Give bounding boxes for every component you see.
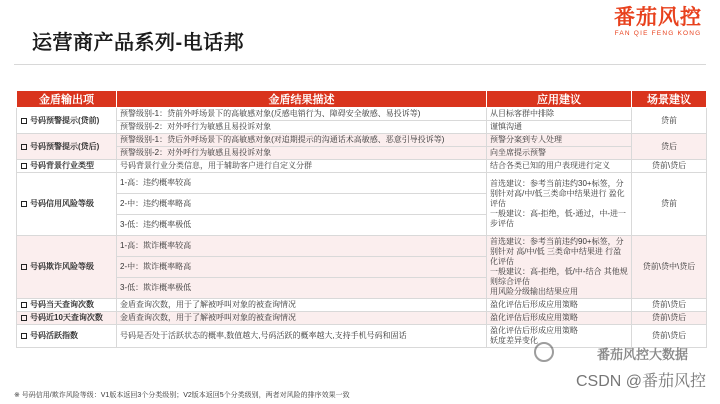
header-result-desc: 金盾结果描述 (117, 91, 487, 108)
row-advice: 盈化评估后形成应用策略 妖度差异变化 (487, 325, 632, 348)
row-item: 号码欺诈风险等级 (17, 236, 117, 299)
row-desc: 3-低：欺诈概率极低 (117, 278, 487, 299)
row-item: 号码预警提示(贷后) (17, 134, 117, 160)
row-advice: 首选建议：参考当前违约90+标签，分别针对 高/中/低 三类命中结果进 行盈化评估 一般建议：高-拒绝，低/中-结合 其他规则综合评估 用风险分级输出结果应用 (487, 236, 632, 299)
table-row (17, 160, 707, 173)
bullet-box-icon (21, 163, 27, 169)
table-row (17, 299, 707, 312)
product-table (16, 90, 707, 348)
row-scene: 贷前\贷后 (632, 312, 707, 325)
row-desc: 号码背景行业分类信息，用于辅助客户进行自定义分群 (117, 160, 487, 173)
header-output-item: 金盾输出项 (17, 91, 117, 108)
row-advice: 结合各类已知的用户表现进行定义 (487, 160, 632, 173)
row-desc: 金盾查询次数，用于了解被呼叫对象的被查询情况 (117, 312, 487, 325)
row-advice: 预警分案到专人处理 (487, 134, 632, 147)
page-title: 运营商产品系列-电话邦 (32, 32, 245, 54)
footnote: ※ 号码信用/欺诈风险等级：V1版本返回3个分类级别；V2版本返回5个分类级别，两者对风险的排序效果一致 (14, 392, 350, 399)
row-scene: 贷前 (632, 108, 707, 134)
brand-logo (612, 6, 704, 38)
row-scene: 贷后 (632, 134, 707, 160)
row-advice: 从目标客群中排除 (487, 108, 632, 121)
row-scene: 贷前\贷中\贷后 (632, 236, 707, 299)
row-advice: 盈化评估后形成应用策略 (487, 299, 632, 312)
row-desc: 预警级别-2：对外呼行为敏感且易投诉对象 (117, 147, 487, 160)
row-scene: 贷前\贷后 (632, 160, 707, 173)
watermark (530, 338, 710, 392)
logo-text: 番茄风控 (614, 6, 702, 29)
row-item: 号码近10天查询次数 (17, 312, 117, 325)
bullet-box-icon (21, 333, 27, 339)
row-desc: 3-低：违约概率极低 (117, 215, 487, 236)
row-scene: 贷前\贷后 (632, 299, 707, 312)
row-item: 号码信用风险等级 (17, 173, 117, 236)
bullet-box-icon (21, 315, 27, 321)
bullet-box-icon (21, 302, 27, 308)
row-item: 号码当天查询次数 (17, 299, 117, 312)
row-item: 号码预警提示(贷前) (17, 108, 117, 134)
bullet-box-icon (21, 144, 27, 150)
row-desc: 预警级别-2：对外呼行为敏感且易投诉对象 (117, 121, 487, 134)
title-divider (14, 64, 706, 65)
bullet-box-icon (21, 118, 27, 124)
table-row (17, 173, 707, 194)
row-advice: 向坐席提示预警 (487, 147, 632, 160)
header-scene: 场景建议 (632, 91, 707, 108)
row-item: 号码背景行业类型 (17, 160, 117, 173)
table-row (17, 134, 707, 147)
row-desc: 号码是否处于活跃状态的概率,数值越大,号码活跃的概率越大,支持手机号码和固话 (117, 325, 487, 348)
row-desc: 1-高：欺诈概率较高 (117, 236, 487, 257)
row-desc: 2-中：欺诈概率略高 (117, 257, 487, 278)
table-row (17, 312, 707, 325)
row-advice: 谨慎沟通 (487, 121, 632, 134)
table-header-row (17, 91, 707, 108)
table-row (17, 108, 707, 121)
bullet-box-icon (21, 264, 27, 270)
row-scene: 贷前 (632, 173, 707, 236)
header-advice: 应用建议 (487, 91, 632, 108)
logo-subtitle: FAN QIE FENG KONG (614, 30, 702, 37)
watermark-line1: 番茄风控大数据 (596, 347, 688, 362)
row-desc: 金盾查询次数，用于了解被呼叫对象的被查询情况 (117, 299, 487, 312)
row-desc: 预警级别-1：贷前外呼场景下的高敏感对象(反感电销行为、障碍安全敏感、易投诉等) (117, 108, 487, 121)
bullet-box-icon (21, 201, 27, 207)
row-advice: 盈化评估后形成应用策略 (487, 312, 632, 325)
row-desc: 1-高：违约概率较高 (117, 173, 487, 194)
wechat-icon (534, 342, 554, 362)
row-item: 号码活跃指数 (17, 325, 117, 348)
watermark-line2: CSDN @番茄风控 (575, 373, 706, 390)
table-row (17, 236, 707, 257)
row-desc: 2-中：违约概率略高 (117, 194, 487, 215)
row-advice: 首选建议：参考当前违约30+标签，分别针对高/中/低三类命中结果进行 盈化评估 一般建议：高-拒绝，低-通过，中-进一步评估 (487, 173, 632, 236)
row-scene: 贷前\贷后 (632, 325, 707, 348)
row-desc: 预警级别-1：贷后外呼场景下的高敏感对象(对追期提示的沟通话术高敏感、恶意引导投诉等) (117, 134, 487, 147)
table-row (17, 121, 707, 134)
table-row (17, 147, 707, 160)
